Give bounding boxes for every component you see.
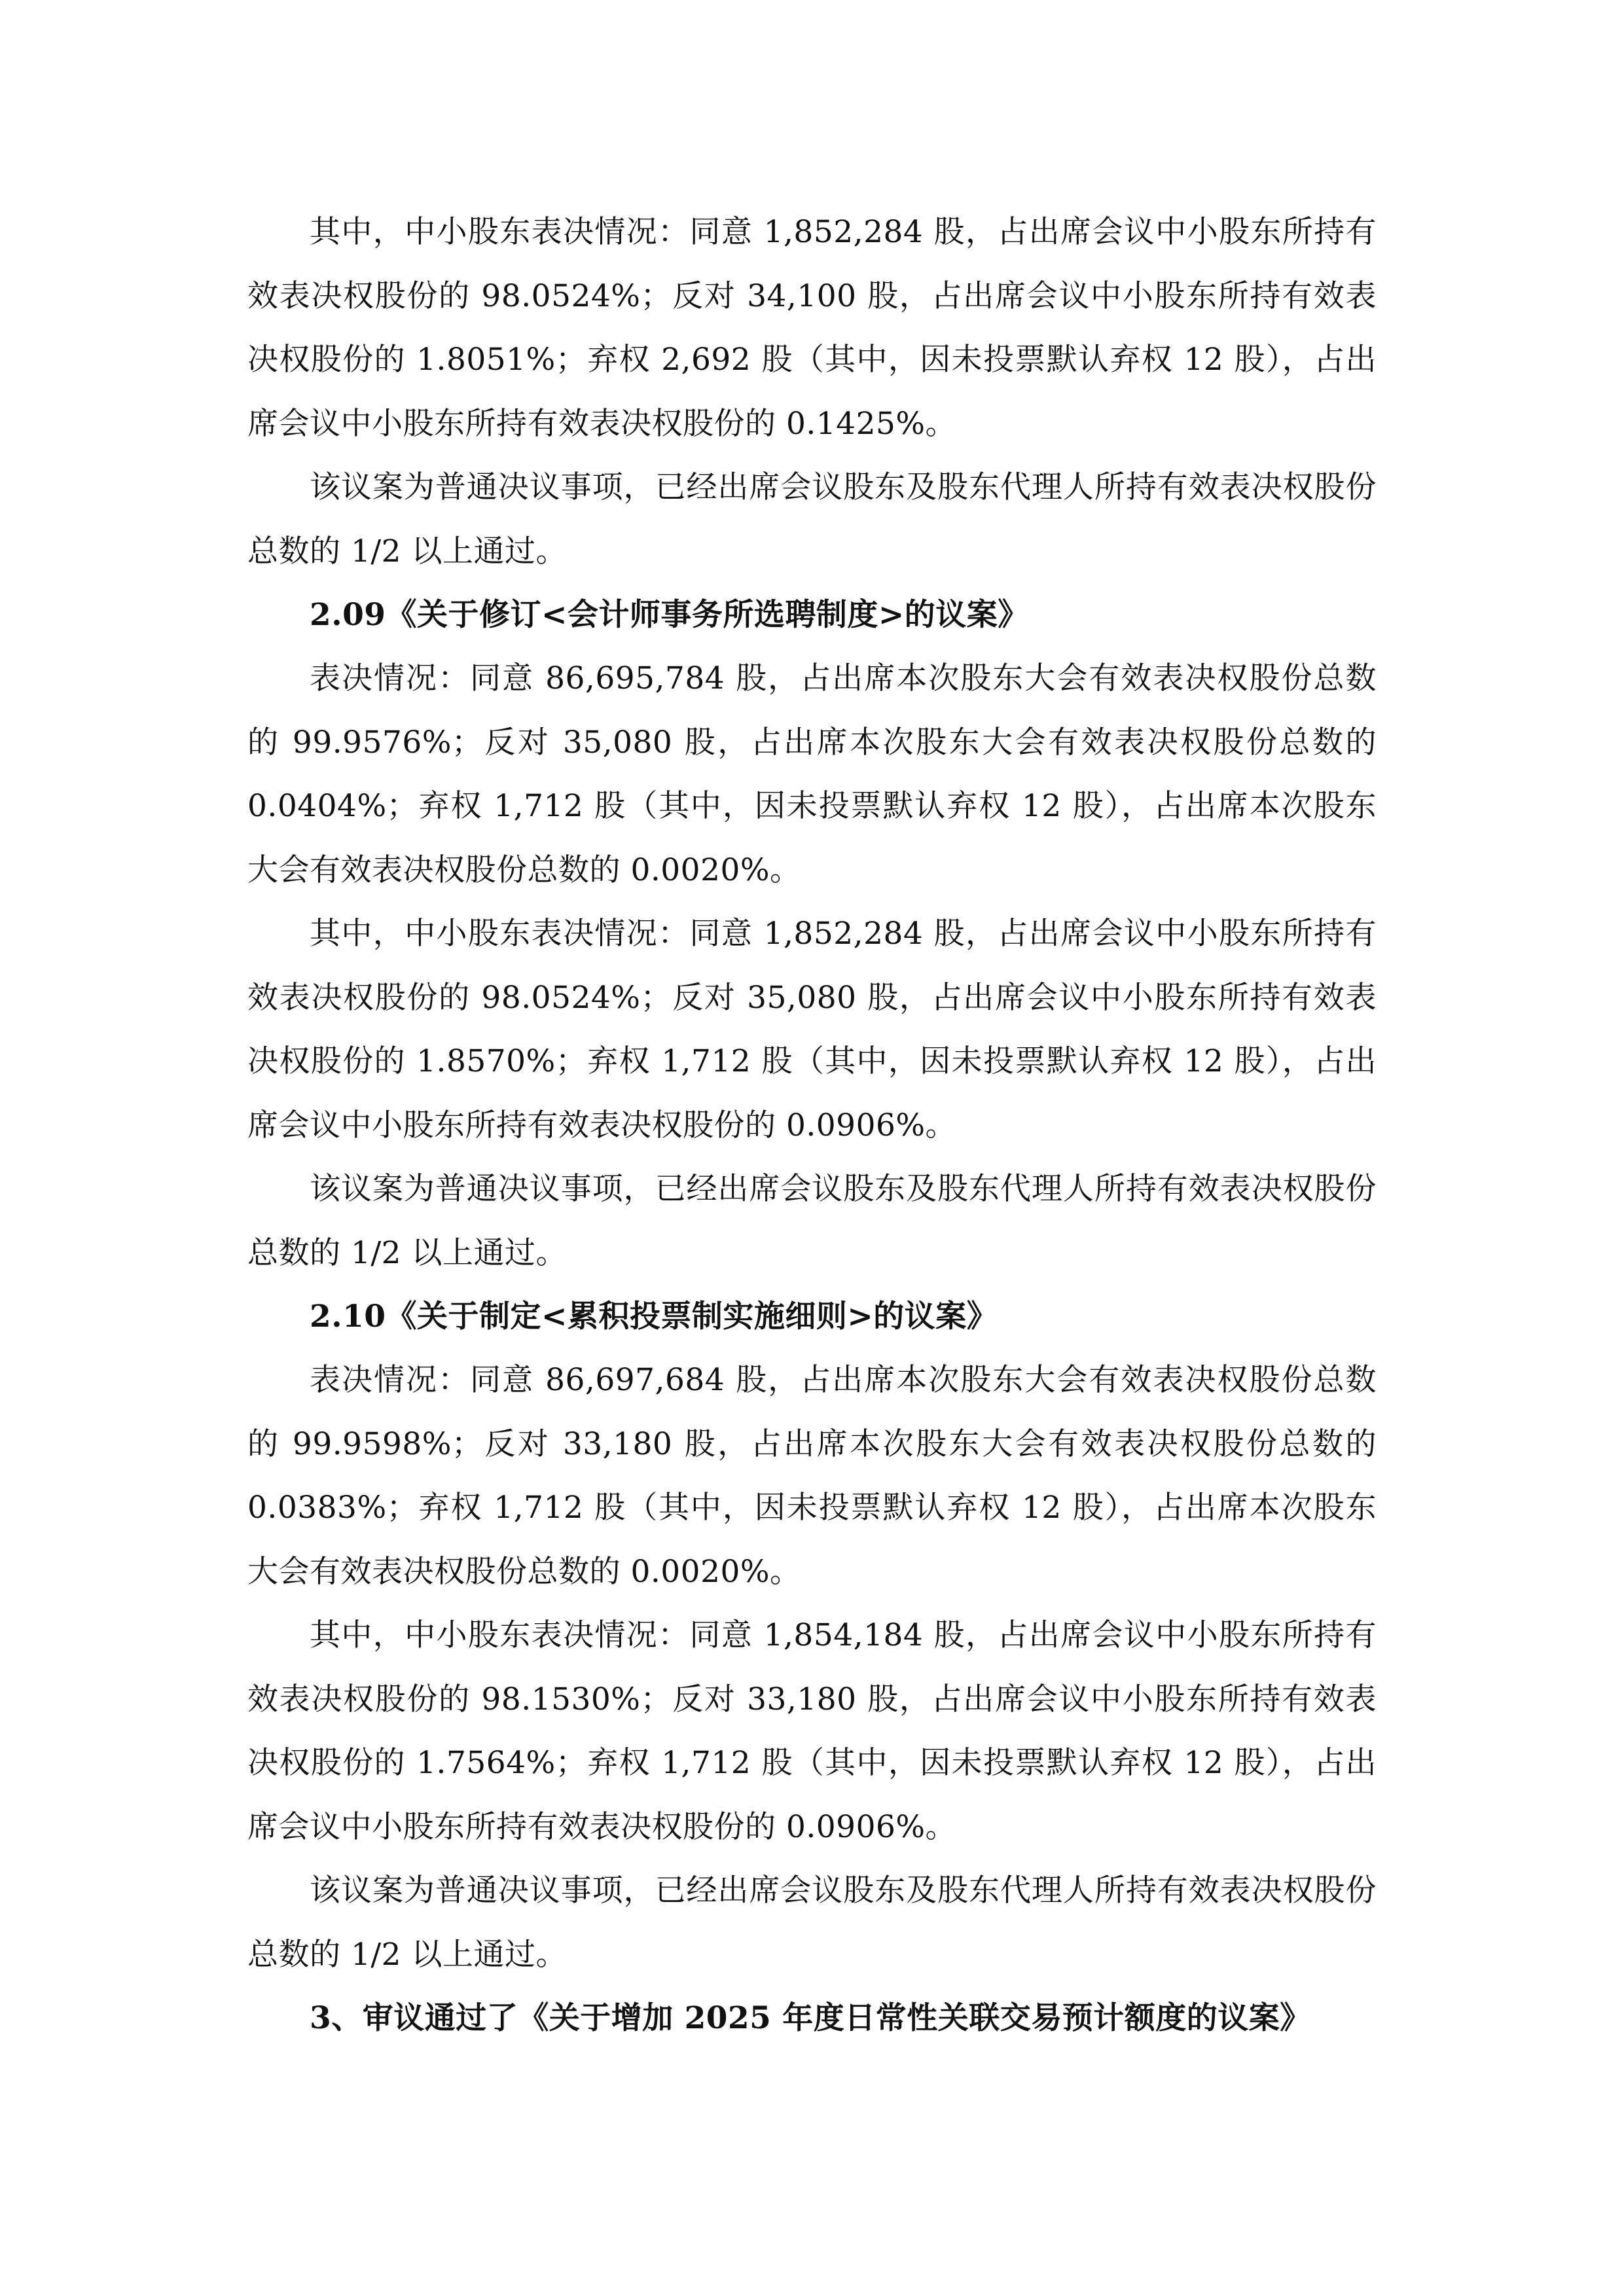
heading-2-10 — [247, 1285, 1377, 1349]
paragraph-text: 该议案为普通决议事项，已经出席会议股东及股东代理人所持有效表决权股份总数的 1/2 以上通过。 — [247, 1171, 1377, 1271]
paragraph-text: 该议案为普通决议事项，已经出席会议股东及股东代理人所持有效表决权股份总数的 1/2 以上通过。 — [247, 1873, 1377, 1973]
paragraph-text: 其中，中小股东表决情况：同意 1,852,284 股，占出席会议中小股东所持有效表决权股份的 98.0524%；反对 35,080 股，占出席会议中小股东所持有效表决权股份的 1.8570%；弃权 1,712 股（其中，因未投票默认弃权 12 股），占出席会议中小股东所持有效表决权股份的 0.0906%。 — [247, 916, 1377, 1143]
paragraph-small-shareholder-vote-2-09 — [247, 902, 1377, 1157]
paragraph-text: 其中，中小股东表决情况：同意 1,854,184 股，占出席会议中小股东所持有效表决权股份的 98.1530%；反对 33,180 股，占出席会议中小股东所持有效表决权股份的 1.7564%；弃权 1,712 股（其中，因未投票默认弃权 12 股），占出席会议中小股东所持有效表决权股份的 0.0906%。 — [247, 1617, 1377, 1845]
section-heading: 2.09《关于修订<会计师事务所选聘制度>的议案》 — [310, 597, 1029, 633]
paragraph-resolution-passed-2-10 — [247, 1859, 1377, 1986]
heading-3 — [247, 1986, 1377, 2051]
paragraph-text: 表决情况：同意 86,695,784 股，占出席本次股东大会有效表决权股份总数的 99.9576%；反对 35,080 股，占出席本次股东大会有效表决权股份总数的 0.0404%；弃权 1,712 股（其中，因未投票默认弃权 12 股），占出席本次股东大会有效表决权股份总数的 0.0020%。 — [247, 660, 1377, 888]
paragraph-text: 表决情况：同意 86,697,684 股，占出席本次股东大会有效表决权股份总数的 99.9598%；反对 33,180 股，占出席本次股东大会有效表决权股份总数的 0.0383%；弃权 1,712 股（其中，因未投票默认弃权 12 股），占出席本次股东大会有效表决权股份总数的 0.0020%。 — [247, 1362, 1377, 1590]
paragraph-small-shareholder-vote-2-10 — [247, 1604, 1377, 1859]
heading-2-09 — [247, 583, 1377, 647]
paragraph-text: 该议案为普通决议事项，已经出席会议股东及股东代理人所持有效表决权股份总数的 1/2 以上通过。 — [247, 469, 1377, 569]
section-heading: 2.10《关于制定<累积投票制实施细则>的议案》 — [310, 1299, 998, 1335]
section-heading: 3、审议通过了《关于增加 2025 年度日常性关联交易预计额度的议案》 — [310, 2000, 1311, 2036]
paragraph-small-shareholder-vote-2-08 — [247, 200, 1377, 456]
paragraph-resolution-passed-2-08 — [247, 456, 1377, 583]
paragraph-text: 其中，中小股东表决情况：同意 1,852,284 股，占出席会议中小股东所持有效表决权股份的 98.0524%；反对 34,100 股，占出席会议中小股东所持有效表决权股份的 1.8051%；弃权 2,692 股（其中，因未投票默认弃权 12 股），占出席会议中小股东所持有效表决权股份的 0.1425%。 — [247, 214, 1377, 442]
paragraph-resolution-passed-2-09 — [247, 1157, 1377, 1285]
paragraph-vote-result-2-09 — [247, 647, 1377, 902]
paragraph-vote-result-2-10 — [247, 1348, 1377, 1604]
